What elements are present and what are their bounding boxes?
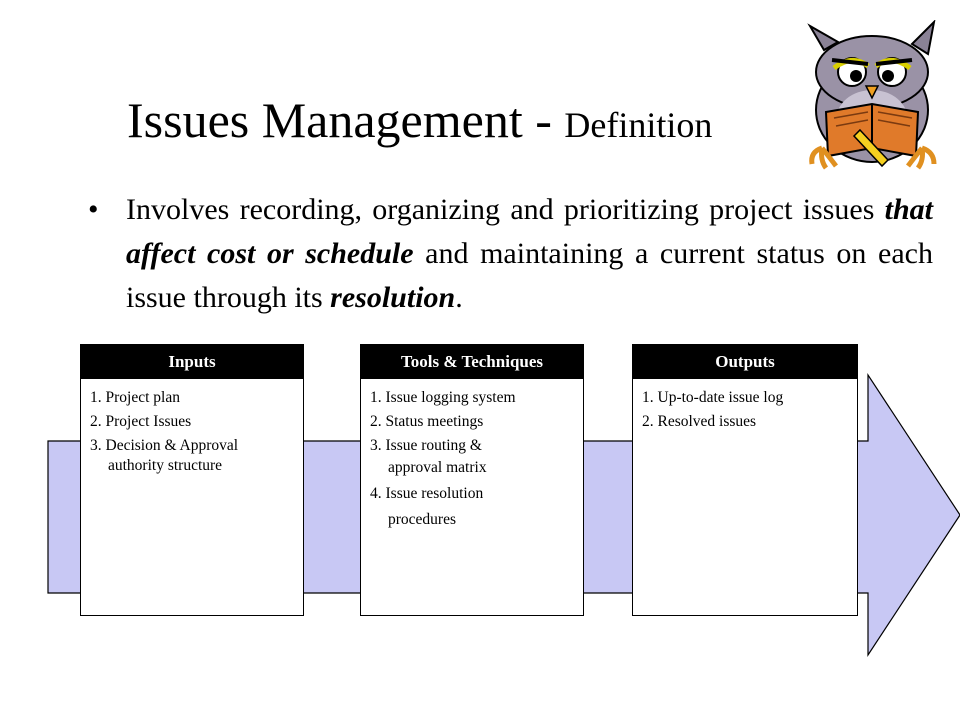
outputs-box [632, 344, 858, 616]
emphasis-cost-schedule: that affect cost or schedule [126, 193, 933, 270]
inputs-header: Inputs [81, 345, 303, 379]
inputs-list [81, 379, 303, 478]
outputs-header: Outputs [633, 345, 857, 379]
list-item: 3. Issue routing & [370, 437, 482, 454]
list-item: 3. Decision & Approval [90, 437, 239, 454]
slide-title-main: Issues Management - [127, 92, 565, 148]
list-item: authority structure [108, 457, 223, 474]
tools-header: Tools & Techniques [361, 345, 583, 379]
emphasis-resolution: resolution [330, 281, 456, 314]
tools-list [361, 379, 583, 532]
list-item: 4. Issue resolution [370, 485, 484, 502]
list-item: approval matrix [388, 459, 487, 476]
inputs-box [80, 344, 304, 616]
list-item: 1. Issue logging system [370, 389, 516, 406]
list-item: procedures [388, 511, 456, 528]
slide-title-sub: Definition [564, 105, 713, 145]
outputs-list [633, 379, 857, 434]
reading-owl-icon [802, 20, 944, 170]
list-item: 1. Project plan [90, 389, 180, 406]
tools-box [360, 344, 584, 616]
list-item: 2. Status meetings [370, 413, 484, 430]
list-item: 2. Resolved issues [642, 413, 757, 430]
bullet-text: Involves recording, organizing and prioritizing project issues that affect cost or schedule and maintaining a current status on each issue through its resolution. [126, 193, 933, 314]
bullet-dot-icon: • [88, 193, 99, 226]
list-item: 2. Project Issues [90, 413, 192, 430]
list-item: 1. Up-to-date issue log [642, 389, 784, 406]
